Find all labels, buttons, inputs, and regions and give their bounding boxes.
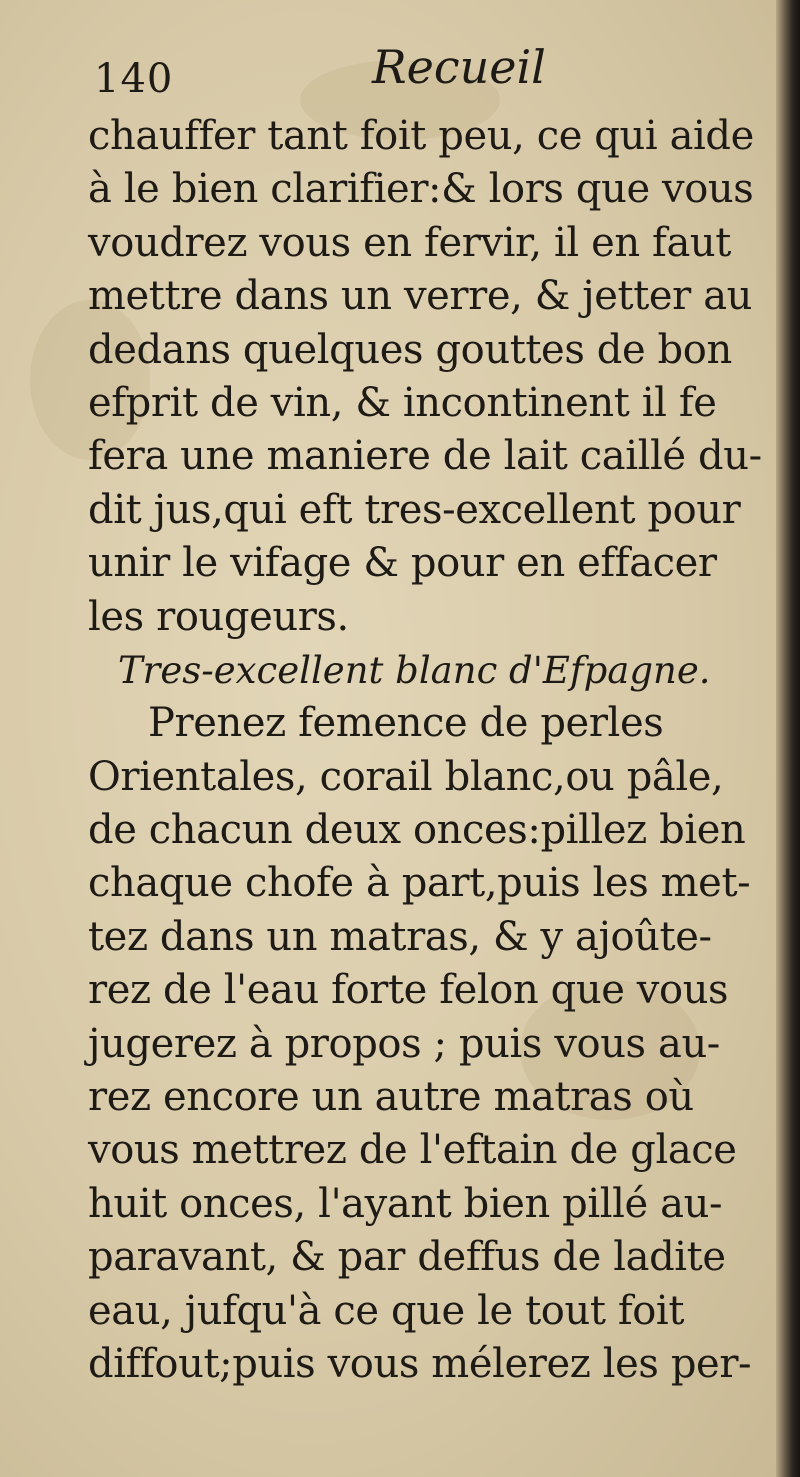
text-line: jugerez à propos ; puis vous au- — [88, 1020, 720, 1067]
text-line: à le bien clarifier:& lors que vous — [88, 166, 754, 213]
text-line: huit onces, l'ayant bien pillé au- — [88, 1180, 723, 1227]
text-line: tez dans un matras, & y ajoûte- — [88, 913, 712, 960]
running-head: Recueil — [372, 40, 546, 94]
text-line: Prenez femence de perles — [148, 700, 664, 747]
text-line: mettre dans un verre, & jetter au — [88, 273, 753, 320]
text-line: diffout;puis vous mélerez les per- — [88, 1340, 752, 1387]
text-line: chaque chofe à part,puis les met- — [88, 860, 751, 907]
book-spine-shadow — [776, 0, 800, 1477]
text-line: eau, jufqu'à ce que le tout foit — [88, 1287, 684, 1334]
text-block — [88, 40, 762, 1391]
text-line: rez encore un autre matras où — [88, 1074, 694, 1121]
page-header — [88, 40, 758, 110]
text-line: voudrez vous en fervir, il en faut — [88, 219, 731, 266]
page-number: 140 — [94, 56, 174, 102]
text-line: chauffer tant foit peu, ce qui aide — [88, 113, 754, 159]
text-line: dit jus,qui eft tres-excellent pour — [88, 486, 741, 533]
text-line: unir le vifage & pour en effacer — [88, 540, 717, 587]
text-line: efprit de vin, & incontinent il fe — [88, 379, 717, 426]
text-line: paravant, & par deffus de ladite — [88, 1234, 726, 1281]
text-line: vous mettrez de l'eftain de glace — [88, 1127, 737, 1174]
text-line: Orientales, corail blanc,ou pâle, — [88, 753, 724, 800]
text-line: rez de l'eau forte felon que vous — [88, 967, 729, 1014]
text-line: les rougeurs. — [88, 593, 349, 640]
text-line: dedans quelques gouttes de bon — [88, 326, 732, 373]
text-line: fera une maniere de lait caillé du- — [88, 433, 762, 480]
section-heading: Tres-excellent blanc d'Efpagne. — [118, 648, 711, 692]
text-line: de chacun deux onces:pillez bien — [88, 807, 746, 854]
